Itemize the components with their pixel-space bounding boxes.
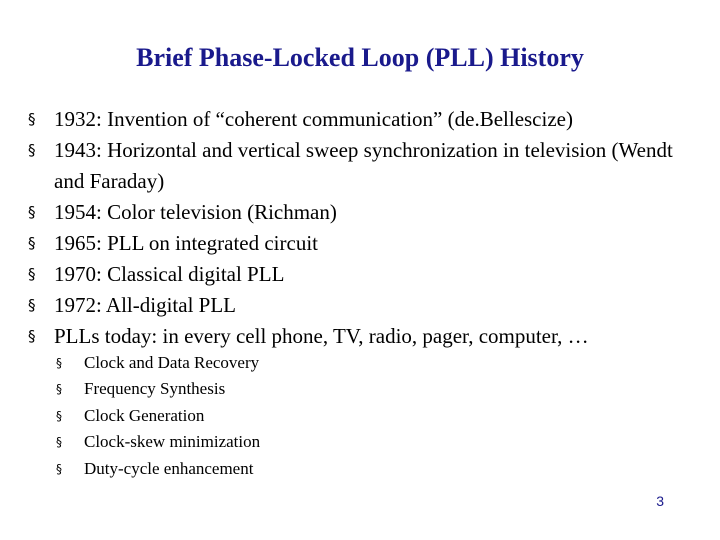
list-item bbox=[28, 104, 708, 135]
slide-title: Brief Phase-Locked Loop (PLL) History bbox=[136, 43, 584, 72]
bullet-icon: § bbox=[56, 408, 62, 423]
list-item-text: 1972: All-digital PLL bbox=[54, 293, 236, 317]
list-item bbox=[28, 321, 708, 352]
sub-list-item-text: Clock-skew minimization bbox=[84, 432, 261, 452]
list-item bbox=[28, 135, 708, 197]
bullet-icon: § bbox=[28, 203, 36, 221]
list-item-text: 1970: Classical digital PLL bbox=[54, 262, 285, 286]
sub-list-item bbox=[56, 350, 456, 376]
bullet-icon: § bbox=[56, 382, 62, 397]
bullet-icon: § bbox=[56, 461, 62, 476]
sub-list-item bbox=[56, 403, 456, 429]
sub-list-item-text: Duty-cycle enhancement bbox=[84, 458, 254, 478]
sub-bullet-list bbox=[56, 350, 456, 482]
list-item-text: PLLs today: in every cell phone, TV, radio, pager, computer, … bbox=[54, 324, 589, 348]
bullet-icon: § bbox=[28, 327, 36, 345]
list-item bbox=[28, 290, 708, 321]
sub-list-item-text: Frequency Synthesis bbox=[84, 379, 226, 399]
bullet-icon: § bbox=[28, 265, 36, 283]
bullet-icon: § bbox=[28, 234, 36, 252]
sub-list-item bbox=[56, 376, 456, 402]
bullet-icon: § bbox=[28, 110, 36, 128]
bullet-icon: § bbox=[28, 296, 36, 314]
list-item-text: 1943: Horizontal and vertical sweep synchronization in television (Wendt and Faraday) bbox=[54, 138, 673, 193]
bullet-icon: § bbox=[56, 356, 62, 370]
sub-list-item-text: Clock Generation bbox=[84, 405, 205, 425]
list-item-text: 1954: Color television (Richman) bbox=[54, 200, 337, 224]
bullet-icon: § bbox=[56, 435, 62, 450]
sub-list-item bbox=[56, 456, 456, 482]
list-item bbox=[28, 228, 708, 259]
list-item bbox=[28, 197, 708, 228]
sub-list-item bbox=[56, 429, 456, 455]
bullet-icon: § bbox=[28, 141, 36, 159]
list-item-text: 1965: PLL on integrated circuit bbox=[54, 231, 318, 255]
main-bullet-list bbox=[28, 104, 708, 352]
page-number: 3 bbox=[656, 493, 664, 509]
sub-list-item-text: Clock and Data Recovery bbox=[84, 353, 260, 372]
list-item bbox=[28, 259, 708, 290]
list-item-text: 1932: Invention of “coherent communication” (de.Bellescize) bbox=[54, 107, 573, 131]
